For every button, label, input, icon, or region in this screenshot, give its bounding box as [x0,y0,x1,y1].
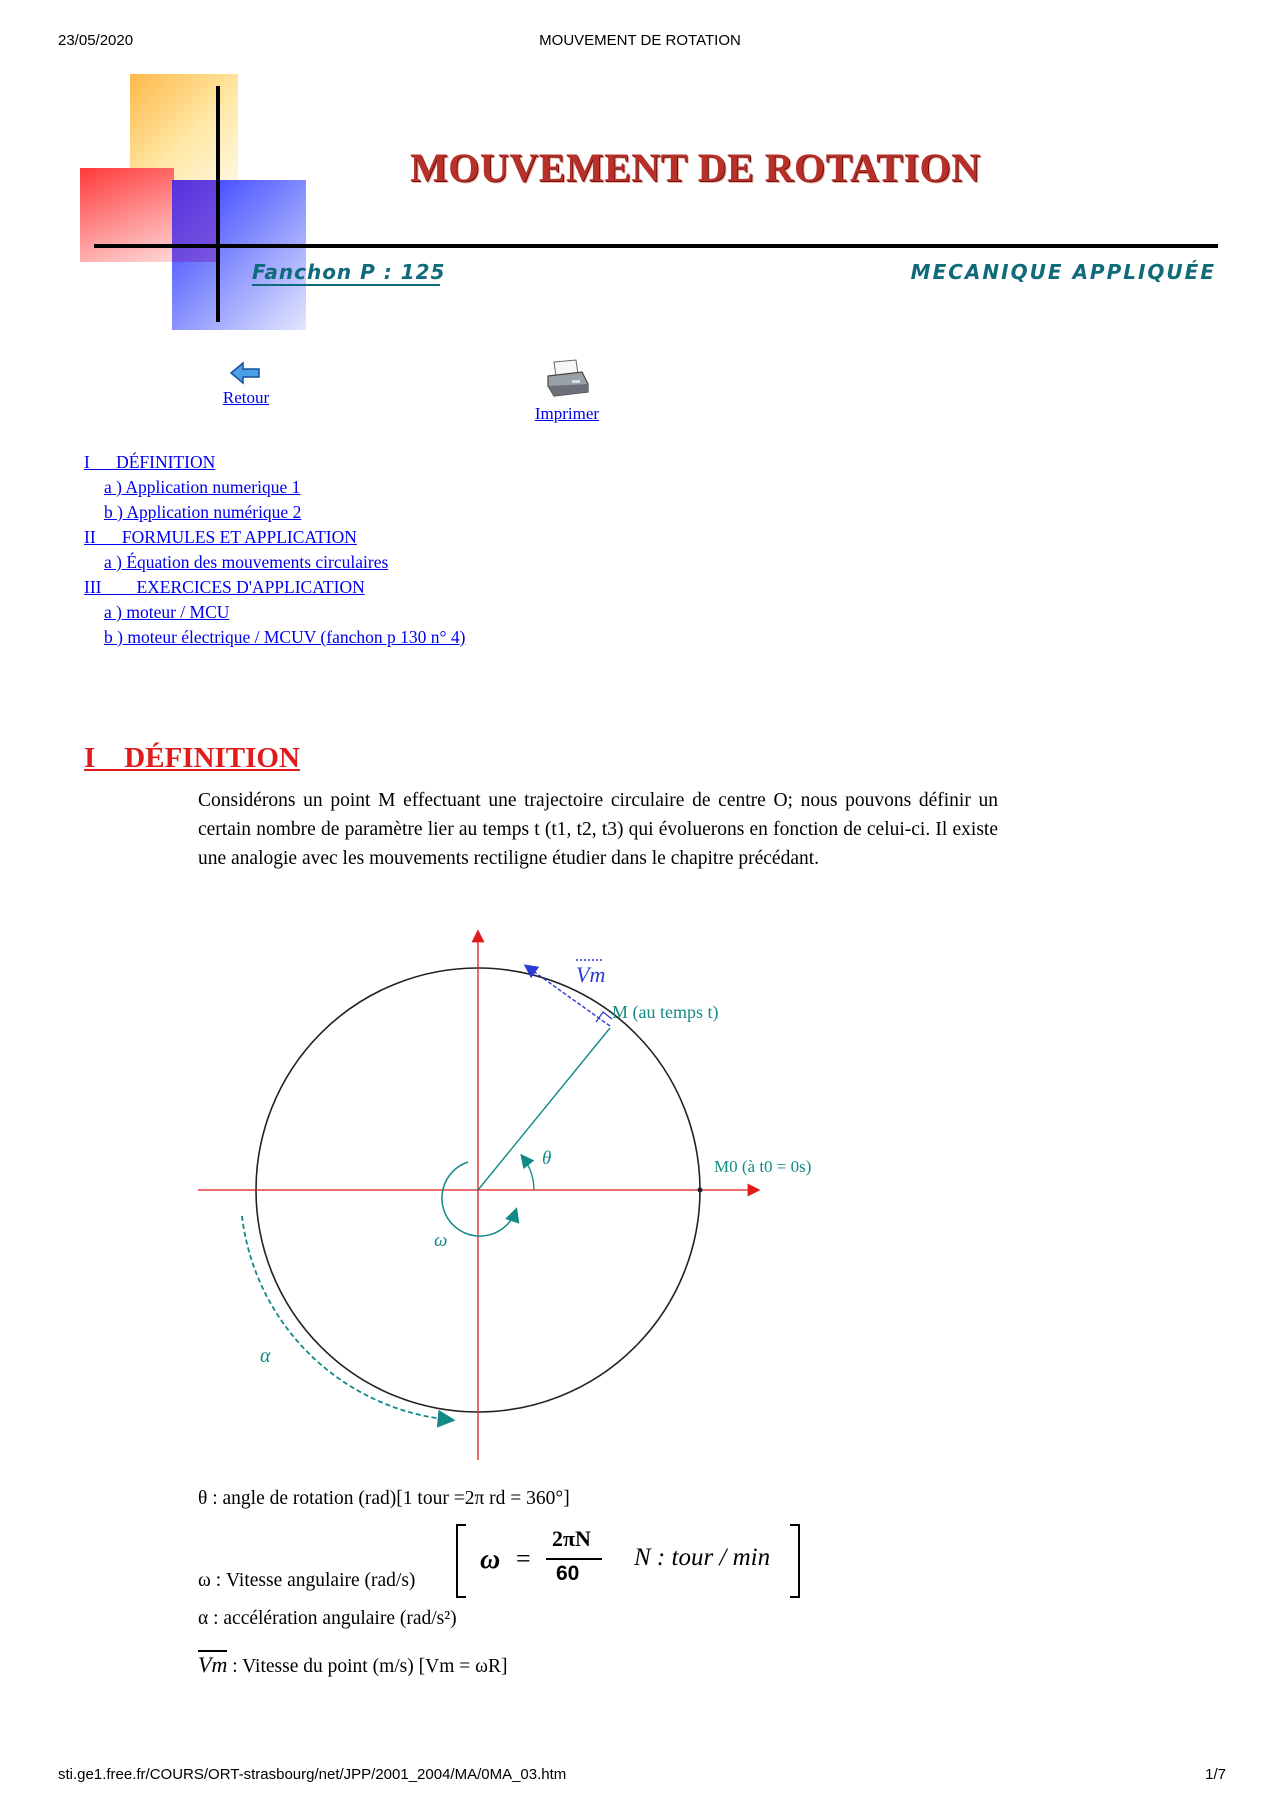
label-omega: ω [434,1230,448,1251]
label-m: M (au temps t) [612,1002,719,1022]
vm-symbol-text: Vm [198,1652,228,1677]
vm-symbol [198,1650,227,1678]
printer-icon[interactable] [542,358,592,402]
decor-overlap-square [172,180,218,262]
banner-left-caption: Fanchon P : 125 [252,260,446,284]
toc-item-section-3[interactable]: III EXERCICES D'APPLICATION [84,577,365,597]
definition-vm [198,1650,507,1678]
label-alpha: α [260,1345,271,1367]
formula-fraction-bar [546,1558,602,1560]
print-link-block[interactable] [512,358,622,424]
toc-item-section-2[interactable]: II FORMULES ET APPLICATION [84,527,357,547]
definition-paragraph: Considérons un point M effectuant une trajectoire circulaire de centre O; nous pouvons définir un certain nombre de paramètre lier au temps t (t1, t2, t3) qui évoluerons en fonction de celui-ci. Il existe une analogie avec les mouvements rectiligne étudier dans le chapitre précédant. [198,790,998,869]
formula-right-bracket [790,1524,800,1598]
print-title: MOUVEMENT DE ROTATION [539,32,741,49]
theta-arc [522,1156,534,1190]
definition-omega: ω : Vitesse angulaire (rad/s) [198,1570,416,1591]
label-theta: θ [542,1148,552,1169]
section-heading-definition: I DÉFINITION [84,742,300,774]
omega-formula [456,1524,800,1590]
back-link-block[interactable] [196,360,296,408]
omega-arc [442,1162,516,1236]
table-of-contents [84,450,465,650]
definition-alpha: α : accélération angulaire (rad/s²) [198,1608,457,1629]
formula-denominator: 60 [556,1562,580,1585]
page-title: MOUVEMENT DE ROTATION [410,145,981,190]
decor-horizontal-line [94,244,1218,248]
toc-item-equations[interactable]: a ) Équation des mouvements circulaires [104,552,389,572]
back-link[interactable]: Retour [222,388,270,407]
print-page-number: 1/7 [1205,1766,1226,1783]
print-link[interactable]: Imprimer [534,404,600,423]
formula-equals: = [516,1544,531,1573]
formula-numerator: 2πN [552,1526,591,1551]
decor-vertical-line [216,86,220,322]
point-m0 [698,1188,703,1193]
toc-item-application-1[interactable]: a ) Application numerique 1 [104,477,301,497]
formula-unit-text: N : tour / min [634,1544,771,1571]
print-header [0,32,1280,52]
back-arrow-icon[interactable] [229,360,263,386]
page-banner [80,72,1220,332]
alpha-arc [242,1216,452,1420]
print-date: 23/05/2020 [58,32,134,49]
banner-right-caption: MECANIQUE APPLIQUÉE [910,260,1216,284]
label-m0: M0 (à t0 = 0s) [714,1157,812,1176]
decor-yellow-square [130,74,238,182]
formula-unit [634,1544,770,1572]
vm-overbar [198,1650,227,1652]
banner-caption-underline [252,284,440,286]
toc-item-moteur-mcuv[interactable]: b ) moteur électrique / MCUV (fanchon p 130 n° 4) [104,627,466,647]
toc-item-application-2[interactable]: b ) Application numérique 2 [104,502,302,522]
definition-theta: θ : angle de rotation (rad)[1 tour =2π rd = 360°] [198,1488,570,1509]
toc-item-moteur-mcu[interactable]: a ) moteur / MCU [104,602,230,622]
label-vm: Vm [576,962,606,987]
vm-description: : Vitesse du point (m/s) [Vm = ωR] [227,1656,508,1677]
toc-item-section-1[interactable]: I DÉFINITION [84,452,216,472]
formula-omega: ω [480,1544,501,1575]
print-url: sti.ge1.free.fr/COURS/ORT-strasbourg/net/JPP/2001_2004/MA/0MA_03.htm [58,1766,567,1783]
rotation-diagram [198,920,878,1460]
formula-left-bracket [456,1524,466,1598]
